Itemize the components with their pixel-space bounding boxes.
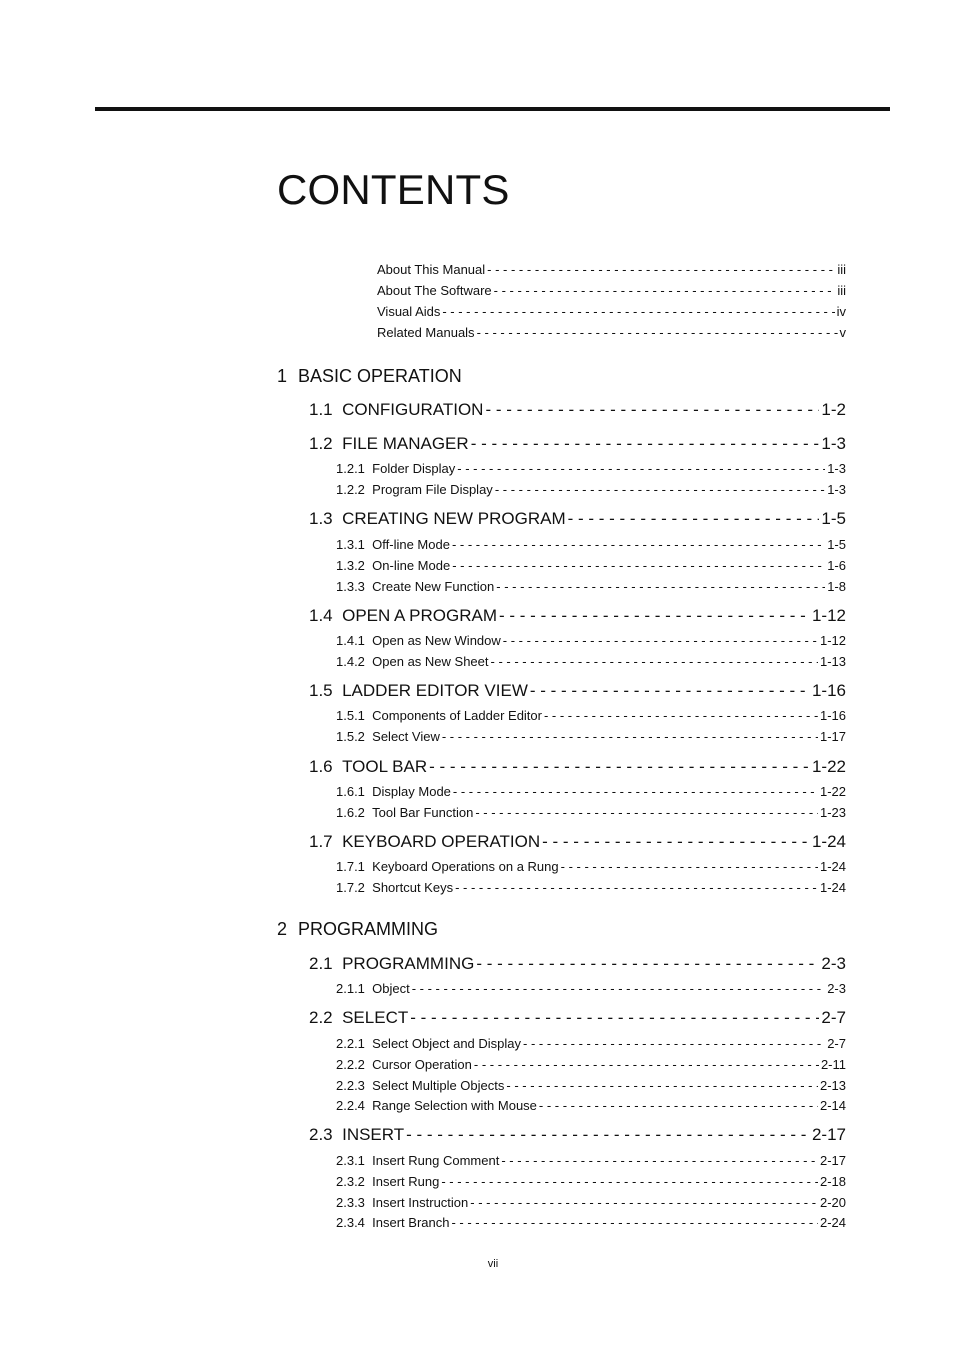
toc-subsection[interactable]: [336, 1215, 846, 1230]
subsection-page: 1-24: [819, 880, 846, 895]
subsection-page: 1-3: [827, 482, 846, 497]
subsection-page: 1-13: [819, 654, 846, 669]
dot-leader: [542, 832, 810, 852]
subsection-title: 1.2.2 Program File Display: [336, 482, 493, 497]
subsection-page: 2-11: [820, 1057, 846, 1072]
dot-leader: [539, 1098, 818, 1113]
subsection-page: 2-7: [827, 1036, 846, 1051]
toc-chapter-heading[interactable]: [277, 919, 438, 940]
section-page: 2-3: [821, 954, 846, 973]
toc-subsection[interactable]: [336, 1174, 846, 1189]
section-page: 2-17: [811, 1125, 846, 1144]
toc-section[interactable]: [309, 434, 846, 454]
chapter-number: 2: [277, 919, 288, 939]
dot-leader: [477, 325, 838, 340]
subsection-page: 1-24: [819, 859, 846, 874]
subsection-page: 2-20: [819, 1195, 846, 1210]
toc-subsection[interactable]: [336, 1195, 846, 1210]
chapter-title: BASIC OPERATION: [298, 366, 462, 386]
dot-leader: [406, 1125, 810, 1145]
subsection-page: 2-3: [827, 981, 846, 996]
subsection-number: 2.2.3: [336, 1078, 365, 1093]
dot-leader: [499, 606, 810, 626]
subsection-title: 1.5.1 Components of Ladder Editor: [336, 708, 542, 723]
toc-subsection[interactable]: [336, 579, 846, 594]
subsection-title: 1.4.1 Open as New Window: [336, 633, 501, 648]
dot-leader: [410, 1008, 819, 1028]
section-page: 1-3: [821, 434, 846, 453]
toc-subsection[interactable]: [336, 1036, 846, 1051]
dot-leader: [496, 579, 825, 594]
subsection-page: 1-12: [819, 633, 846, 648]
toc-entry-page: v: [839, 325, 846, 340]
toc-subsection[interactable]: [336, 1153, 846, 1168]
toc-section[interactable]: [309, 954, 846, 974]
section-number: 1.6: [309, 757, 333, 776]
page-folio: vii: [487, 1258, 499, 1270]
section-number: 1.4: [309, 606, 333, 625]
toc-entry-page: iv: [836, 304, 846, 319]
subsection-number: 1.2.2: [336, 482, 365, 497]
chapter-number: 1: [277, 366, 288, 386]
dot-leader: [491, 654, 818, 669]
section-title: 1.6 TOOL BAR: [309, 757, 428, 776]
toc-entry-title: About This Manual: [377, 262, 486, 277]
dot-leader: [523, 1036, 825, 1051]
subsection-number: 2.3.3: [336, 1195, 365, 1210]
subsection-page: 2-24: [819, 1215, 846, 1230]
page-title: CONTENTS: [277, 166, 510, 213]
subsection-title: 2.3.1 Insert Rung Comment: [336, 1153, 500, 1168]
section-title: 1.1 CONFIGURATION: [309, 400, 484, 419]
toc-section[interactable]: [309, 681, 846, 701]
subsection-number: 2.3.4: [336, 1215, 365, 1230]
toc-section[interactable]: [309, 757, 846, 777]
toc-subsection[interactable]: [336, 1078, 846, 1093]
subsection-title: 1.3.3 Create New Function: [336, 579, 495, 594]
subsection-number: 1.7.1: [336, 859, 365, 874]
dot-leader: [561, 859, 818, 874]
dot-leader: [442, 304, 834, 319]
toc-subsection[interactable]: [336, 1098, 846, 1113]
section-number: 1.2: [309, 434, 333, 453]
section-number: 1.7: [309, 832, 333, 851]
toc-subsection[interactable]: [336, 1057, 846, 1072]
toc-subsection[interactable]: [336, 708, 846, 723]
subsection-title: 1.6.2 Tool Bar Function: [336, 805, 474, 820]
subsection-page: 2-14: [819, 1098, 846, 1113]
section-number: 1.3: [309, 509, 333, 528]
subsection-number: 1.5.2: [336, 729, 365, 744]
toc-section[interactable]: [309, 400, 846, 420]
section-number: 2.3: [309, 1125, 333, 1144]
section-page: 1-16: [811, 681, 846, 700]
subsection-page: 1-8: [827, 579, 846, 594]
toc-section[interactable]: [309, 832, 846, 852]
dot-leader: [452, 537, 825, 552]
subsection-number: 1.4.1: [336, 633, 365, 648]
subsection-page: 2-17: [819, 1153, 846, 1168]
section-number: 2.2: [309, 1008, 333, 1027]
dot-leader: [544, 708, 818, 723]
toc-section[interactable]: [309, 606, 846, 626]
subsection-number: 2.2.1: [336, 1036, 365, 1051]
subsection-number: 1.4.2: [336, 654, 365, 669]
toc-subsection[interactable]: [336, 784, 846, 799]
dot-leader: [471, 434, 820, 454]
toc-subsection[interactable]: [336, 482, 846, 497]
section-title: 1.4 OPEN A PROGRAM: [309, 606, 498, 625]
section-title: 2.3 INSERT: [309, 1125, 405, 1144]
section-page: 1-22: [811, 757, 846, 776]
section-title: 1.2 FILE MANAGER: [309, 434, 469, 453]
subsection-number: 2.3.1: [336, 1153, 365, 1168]
subsection-title: 1.2.1 Folder Display: [336, 461, 456, 476]
toc-section[interactable]: [309, 1125, 846, 1145]
toc-subsection[interactable]: [336, 880, 846, 895]
toc-subsection[interactable]: [336, 558, 846, 573]
dot-leader: [495, 482, 825, 497]
dot-leader: [503, 633, 818, 648]
subsection-title: 1.6.1 Display Mode: [336, 784, 451, 799]
subsection-page: 1-16: [819, 708, 846, 723]
toc-front-entry[interactable]: [377, 304, 846, 319]
subsection-title: 2.2.1 Select Object and Display: [336, 1036, 522, 1051]
section-page: 1-24: [811, 832, 846, 851]
subsection-page: 2-18: [819, 1174, 846, 1189]
dot-leader: [501, 1153, 818, 1168]
dot-leader: [506, 1078, 818, 1093]
dot-leader: [568, 509, 820, 529]
subsection-page: 1-6: [827, 558, 846, 573]
subsection-title: 2.2.2 Cursor Operation: [336, 1057, 472, 1072]
section-title: 1.7 KEYBOARD OPERATION: [309, 832, 541, 851]
subsection-number: 2.3.2: [336, 1174, 365, 1189]
subsection-number: 1.5.1: [336, 708, 365, 723]
section-page: 1-12: [811, 606, 846, 625]
toc-subsection[interactable]: [336, 859, 846, 874]
dot-leader: [485, 400, 819, 420]
subsection-title: 1.7.2 Shortcut Keys: [336, 880, 454, 895]
top-rule: [95, 107, 890, 111]
section-number: 2.1: [309, 954, 333, 973]
subsection-number: 2.1.1: [336, 981, 365, 996]
dot-leader: [441, 1174, 818, 1189]
toc-front-entry[interactable]: [377, 283, 846, 298]
toc-subsection[interactable]: [336, 654, 846, 669]
subsection-number: 1.2.1: [336, 461, 365, 476]
chapter-title: PROGRAMMING: [298, 919, 439, 939]
subsection-number: 1.6.2: [336, 805, 365, 820]
section-title: 2.2 SELECT: [309, 1008, 409, 1027]
dot-leader: [470, 1195, 818, 1210]
toc-subsection[interactable]: [336, 981, 846, 996]
toc-entry-title: Related Manuals: [377, 325, 475, 340]
subsection-title: 1.4.2 Open as New Sheet: [336, 654, 489, 669]
subsection-number: 2.2.4: [336, 1098, 365, 1113]
subsection-title: 2.1.1 Object: [336, 981, 410, 996]
subsection-title: 1.5.2 Select View: [336, 729, 440, 744]
section-page: 1-2: [821, 400, 846, 419]
subsection-title: 1.3.1 Off-line Mode: [336, 537, 450, 552]
subsection-number: 1.7.2: [336, 880, 365, 895]
toc-subsection[interactable]: [336, 461, 846, 476]
toc-entry-title: About The Software: [377, 283, 492, 298]
dot-leader: [442, 729, 818, 744]
subsection-page: 1-22: [819, 784, 846, 799]
toc-entry-page: iii: [837, 262, 846, 277]
dot-leader: [412, 981, 825, 996]
subsection-title: 2.3.3 Insert Instruction: [336, 1195, 469, 1210]
toc-subsection[interactable]: [336, 729, 846, 744]
section-page: 2-7: [821, 1008, 846, 1027]
dot-leader: [476, 954, 819, 974]
toc-subsection[interactable]: [336, 633, 846, 648]
section-title: 2.1 PROGRAMMING: [309, 954, 475, 973]
dot-leader: [452, 558, 825, 573]
dot-leader: [453, 784, 818, 799]
subsection-title: 1.3.2 On-line Mode: [336, 558, 451, 573]
section-number: 1.5: [309, 681, 333, 700]
dot-leader: [457, 461, 825, 476]
subsection-title: 2.2.3 Select Multiple Objects: [336, 1078, 505, 1093]
toc-front-entry[interactable]: [377, 262, 846, 277]
toc-front-entry[interactable]: [377, 325, 846, 340]
toc-subsection[interactable]: [336, 537, 846, 552]
section-title: 1.3 CREATING NEW PROGRAM: [309, 509, 566, 528]
subsection-number: 1.3.1: [336, 537, 365, 552]
subsection-page: 2-13: [819, 1078, 846, 1093]
subsection-title: 2.3.2 Insert Rung: [336, 1174, 440, 1189]
subsection-title: 2.2.4 Range Selection with Mouse: [336, 1098, 537, 1113]
subsection-title: 1.7.1 Keyboard Operations on a Rung: [336, 859, 559, 874]
toc-entry-title: Visual Aids: [377, 304, 441, 319]
subsection-page: 1-3: [827, 461, 846, 476]
subsection-page: 1-5: [827, 537, 846, 552]
section-number: 1.1: [309, 400, 333, 419]
subsection-number: 1.3.3: [336, 579, 365, 594]
subsection-number: 1.6.1: [336, 784, 365, 799]
toc-entry-page: iii: [837, 283, 846, 298]
toc-section[interactable]: [309, 1008, 846, 1028]
dot-leader: [455, 880, 818, 895]
dot-leader: [494, 283, 836, 298]
section-page: 1-5: [821, 509, 846, 528]
subsection-page: 1-17: [819, 729, 846, 744]
toc-subsection[interactable]: [336, 805, 846, 820]
subsection-number: 1.3.2: [336, 558, 365, 573]
dot-leader: [429, 757, 810, 777]
dot-leader: [487, 262, 835, 277]
dot-leader: [474, 1057, 819, 1072]
dot-leader: [451, 1215, 817, 1230]
toc-section[interactable]: [309, 509, 846, 529]
subsection-title: 2.3.4 Insert Branch: [336, 1215, 450, 1230]
subsection-number: 2.2.2: [336, 1057, 365, 1072]
dot-leader: [530, 681, 810, 701]
section-title: 1.5 LADDER EDITOR VIEW: [309, 681, 528, 700]
dot-leader: [475, 805, 818, 820]
toc-chapter-heading[interactable]: [277, 366, 462, 387]
subsection-page: 1-23: [819, 805, 846, 820]
